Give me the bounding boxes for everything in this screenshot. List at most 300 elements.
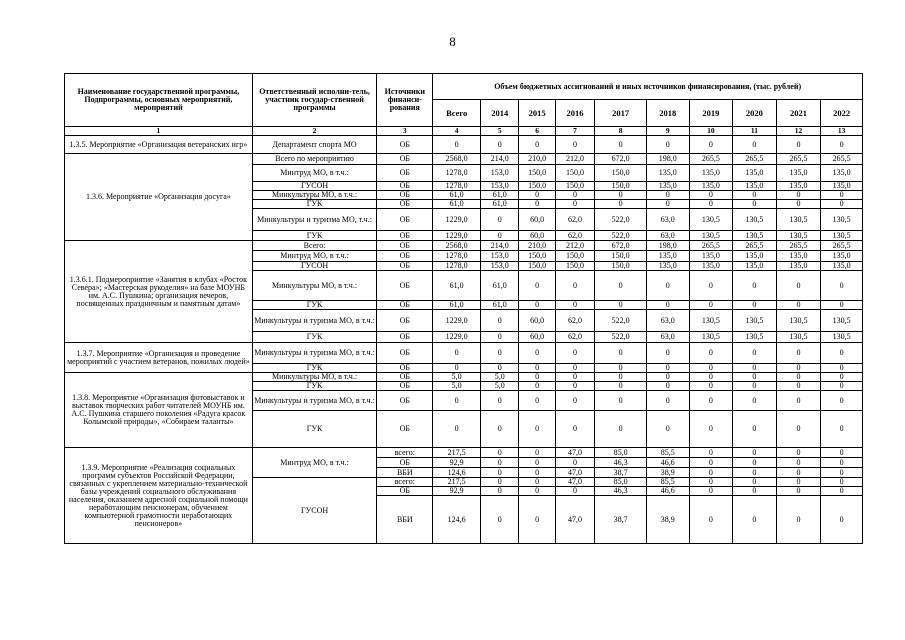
row-year-value: 0 — [689, 487, 733, 496]
row-year-value: 0 — [776, 271, 821, 301]
row-year-value: 130,5 — [733, 231, 777, 241]
row-year-value: 0 — [821, 411, 863, 448]
row-total-value: 1278,0 — [433, 262, 481, 271]
row-year-value: 0 — [776, 382, 821, 391]
row-source: ОБ — [377, 154, 433, 165]
row-year-value: 0 — [776, 478, 821, 487]
row-year-value: 0 — [821, 468, 863, 478]
row-total-value: 61,0 — [433, 271, 481, 301]
row-year-value: 0 — [647, 373, 690, 382]
row-year-value: 150,0 — [555, 165, 594, 182]
row-year-value: 0 — [776, 373, 821, 382]
row-source: ОБ — [377, 364, 433, 373]
row-year-value: 0 — [555, 487, 594, 496]
row-total-value: 217,5 — [433, 478, 481, 487]
row-source: ОБ — [377, 200, 433, 209]
row-year-value: 130,5 — [733, 209, 777, 231]
row-year-value: 0 — [481, 310, 519, 332]
row-year-value: 135,0 — [733, 165, 777, 182]
header-responsible: Ответственный исполни-тель, участник государ-ственной программы — [252, 74, 377, 127]
row-year-value: 0 — [555, 382, 594, 391]
row-year-value: 0 — [733, 458, 777, 468]
row-responsible: ГУК — [252, 382, 377, 391]
row-year-value: 0 — [555, 373, 594, 382]
row-year-value: 61,0 — [481, 200, 519, 209]
header-row — [65, 74, 863, 100]
row-year-value: 0 — [821, 191, 863, 200]
row-year-value: 0 — [733, 343, 777, 364]
row-total-value: 61,0 — [433, 191, 481, 200]
row-year-value: 0 — [519, 364, 555, 373]
row-year-value: 0 — [519, 458, 555, 468]
row-year-value: 0 — [733, 373, 777, 382]
row-year-value: 0 — [595, 136, 647, 154]
row-year-value: 150,0 — [519, 165, 555, 182]
column-number: 10 — [689, 127, 733, 136]
row-year-value: 265,5 — [821, 241, 863, 251]
row-year-value: 0 — [595, 364, 647, 373]
row-source: ОБ — [377, 411, 433, 448]
row-year-value: 0 — [519, 343, 555, 364]
header-year: 2015 — [519, 100, 555, 127]
row-year-value: 198,0 — [647, 241, 690, 251]
row-year-value: 130,5 — [733, 310, 777, 332]
row-year-value: 0 — [647, 191, 690, 200]
row-source: ОБ — [377, 343, 433, 364]
row-year-value: 130,5 — [776, 209, 821, 231]
row-year-value: 150,0 — [519, 182, 555, 191]
row-year-value: 62,0 — [555, 332, 594, 343]
row-responsible: Департамент спорта МО — [252, 136, 377, 154]
row-source: ОБ — [377, 182, 433, 191]
column-number: 4 — [433, 127, 481, 136]
row-total-value: 1278,0 — [433, 182, 481, 191]
row-year-value: 46,6 — [647, 487, 690, 496]
row-year-value: 0 — [647, 301, 690, 310]
header-total: Всего — [433, 100, 481, 127]
row-year-value: 0 — [776, 487, 821, 496]
row-year-value: 0 — [821, 364, 863, 373]
row-year-value: 265,5 — [733, 154, 777, 165]
row-year-value: 672,0 — [595, 241, 647, 251]
row-year-value: 0 — [555, 301, 594, 310]
row-year-value: 0 — [821, 496, 863, 544]
column-number: 12 — [776, 127, 821, 136]
row-year-value: 85,0 — [595, 478, 647, 487]
row-year-value: 265,5 — [689, 241, 733, 251]
row-year-value: 0 — [689, 496, 733, 544]
row-year-value: 0 — [776, 364, 821, 373]
row-source: ОБ — [377, 191, 433, 200]
row-year-value: 0 — [733, 411, 777, 448]
row-total-value: 92,9 — [433, 458, 481, 468]
row-year-value: 0 — [733, 271, 777, 301]
budget-table — [64, 73, 863, 544]
row-year-value: 0 — [733, 301, 777, 310]
row-responsible: ГУК — [252, 364, 377, 373]
row-total-value: 0 — [433, 343, 481, 364]
column-number: 7 — [555, 127, 594, 136]
row-year-value: 62,0 — [555, 231, 594, 241]
row-year-value: 130,5 — [776, 332, 821, 343]
row-year-value: 85,5 — [647, 448, 690, 458]
row-responsible: ГУК — [252, 301, 377, 310]
row-year-value: 0 — [689, 200, 733, 209]
row-year-value: 0 — [776, 191, 821, 200]
table-body — [65, 136, 863, 544]
row-year-value: 0 — [481, 448, 519, 458]
row-year-value: 135,0 — [647, 182, 690, 191]
row-year-value: 130,5 — [689, 332, 733, 343]
row-responsible: ГУК — [252, 411, 377, 448]
row-year-value: 0 — [647, 364, 690, 373]
row-year-value: 198,0 — [647, 154, 690, 165]
row-year-value: 0 — [555, 458, 594, 468]
row-year-value: 0 — [481, 468, 519, 478]
row-year-value: 265,5 — [776, 241, 821, 251]
row-year-value: 61,0 — [481, 271, 519, 301]
row-year-value: 47,0 — [555, 448, 594, 458]
row-year-value: 153,0 — [481, 165, 519, 182]
row-year-value: 0 — [595, 343, 647, 364]
row-year-value: 153,0 — [481, 262, 519, 271]
row-responsible: Минкультуры МО, в т.ч.: — [252, 191, 377, 200]
row-year-value: 135,0 — [689, 165, 733, 182]
header-year: 2019 — [689, 100, 733, 127]
row-total-value: 1229,0 — [433, 231, 481, 241]
column-number: 9 — [647, 127, 690, 136]
row-year-value: 135,0 — [689, 182, 733, 191]
row-year-value: 38,7 — [595, 496, 647, 544]
row-responsible: Всего: — [252, 241, 377, 251]
row-total-value: 0 — [433, 391, 481, 411]
row-year-value: 130,5 — [776, 310, 821, 332]
row-year-value: 135,0 — [733, 251, 777, 262]
row-year-value: 0 — [555, 191, 594, 200]
row-year-value: 60,0 — [519, 332, 555, 343]
row-name: 1.3.7. Мероприятие «Организация и проведение мероприятий с участием ветеранов, пожилых людей» — [65, 343, 253, 373]
row-year-value: 150,0 — [595, 251, 647, 262]
row-year-value: 0 — [519, 478, 555, 487]
row-year-value: 135,0 — [821, 262, 863, 271]
row-year-value: 0 — [821, 136, 863, 154]
row-year-value: 38,9 — [647, 468, 690, 478]
row-year-value: 0 — [595, 191, 647, 200]
row-total-value: 124,6 — [433, 468, 481, 478]
row-year-value: 0 — [776, 411, 821, 448]
row-source: ОБ — [377, 382, 433, 391]
row-responsible: Минтруд МО, в т.ч.: — [252, 165, 377, 182]
row-year-value: 0 — [481, 391, 519, 411]
row-year-value: 0 — [519, 301, 555, 310]
row-source: ВБИ — [377, 468, 433, 478]
column-number: 13 — [821, 127, 863, 136]
column-number-row — [65, 127, 863, 136]
row-year-value: 0 — [776, 343, 821, 364]
row-year-value: 0 — [519, 271, 555, 301]
row-year-value: 135,0 — [776, 182, 821, 191]
row-year-value: 0 — [595, 373, 647, 382]
row-total-value: 2568,0 — [433, 241, 481, 251]
table-row — [65, 448, 863, 458]
row-year-value: 135,0 — [733, 262, 777, 271]
row-year-value: 0 — [689, 478, 733, 487]
row-year-value: 0 — [647, 271, 690, 301]
row-year-value: 0 — [519, 411, 555, 448]
row-year-value: 672,0 — [595, 154, 647, 165]
row-source: ОБ — [377, 373, 433, 382]
row-year-value: 63,0 — [647, 310, 690, 332]
row-year-value: 0 — [689, 136, 733, 154]
row-year-value: 5,0 — [481, 373, 519, 382]
row-year-value: 130,5 — [689, 209, 733, 231]
row-year-value: 0 — [647, 382, 690, 391]
row-year-value: 0 — [519, 382, 555, 391]
row-responsible: ГУСОН — [252, 478, 377, 544]
row-year-value: 0 — [776, 458, 821, 468]
table-row — [65, 241, 863, 251]
header-year: 2020 — [733, 100, 777, 127]
row-year-value: 60,0 — [519, 231, 555, 241]
row-source: ОБ — [377, 165, 433, 182]
row-total-value: 2568,0 — [433, 154, 481, 165]
column-number: 3 — [377, 127, 433, 136]
row-year-value: 0 — [555, 343, 594, 364]
row-responsible: ГУСОН — [252, 182, 377, 191]
row-responsible: Минтруд МО, в т.ч.: — [252, 448, 377, 478]
row-responsible: ГУСОН — [252, 262, 377, 271]
row-source: ОБ — [377, 487, 433, 496]
row-year-value: 0 — [689, 458, 733, 468]
row-year-value: 0 — [776, 136, 821, 154]
row-year-value: 0 — [733, 364, 777, 373]
row-year-value: 0 — [595, 271, 647, 301]
row-year-value: 0 — [481, 411, 519, 448]
row-year-value: 0 — [689, 191, 733, 200]
row-year-value: 522,0 — [595, 310, 647, 332]
row-total-value: 1229,0 — [433, 332, 481, 343]
row-year-value: 0 — [595, 391, 647, 411]
row-year-value: 0 — [555, 391, 594, 411]
row-year-value: 0 — [481, 209, 519, 231]
row-year-value: 265,5 — [733, 241, 777, 251]
row-year-value: 0 — [689, 343, 733, 364]
row-year-value: 135,0 — [821, 182, 863, 191]
row-responsible: Минкультуры и туризма МО, в т.ч.: — [252, 343, 377, 364]
row-total-value: 61,0 — [433, 200, 481, 209]
row-year-value: 63,0 — [647, 209, 690, 231]
header-year: 2022 — [821, 100, 863, 127]
header-year: 2014 — [481, 100, 519, 127]
row-source: ОБ — [377, 136, 433, 154]
row-name: 1.3.8. Мероприятие «Организация фотовыставок и выставок творческих работ читателей МОУНБ им. А.С. Пушкина старшего поколения «Радуга красок Колымской природы», «Собираем таланты» — [65, 373, 253, 448]
row-year-value: 38,9 — [647, 496, 690, 544]
row-year-value: 0 — [595, 200, 647, 209]
row-year-value: 0 — [689, 468, 733, 478]
row-year-value: 130,5 — [776, 231, 821, 241]
row-total-value: 92,9 — [433, 487, 481, 496]
row-year-value: 0 — [555, 411, 594, 448]
row-total-value: 1278,0 — [433, 165, 481, 182]
row-year-value: 135,0 — [647, 165, 690, 182]
row-year-value: 0 — [481, 478, 519, 487]
row-year-value: 0 — [821, 391, 863, 411]
row-year-value: 0 — [647, 411, 690, 448]
row-year-value: 0 — [647, 136, 690, 154]
row-name: 1.3.9. Мероприятие «Реализация социальных программ субъектов Российской Федерации, связанных с укреплением материально-технической базы учреждений социального обслуживания населения, оказанием адресной социальной помощи неработающим пенсионерам, обучением компьютерной грамотности неработающих пенсионеров» — [65, 448, 253, 544]
row-year-value: 0 — [821, 478, 863, 487]
row-year-value: 0 — [519, 391, 555, 411]
row-source: ОБ — [377, 332, 433, 343]
row-year-value: 150,0 — [519, 262, 555, 271]
row-year-value: 150,0 — [519, 251, 555, 262]
row-year-value: 0 — [776, 200, 821, 209]
column-number: 6 — [519, 127, 555, 136]
row-total-value: 124,6 — [433, 496, 481, 544]
row-year-value: 150,0 — [555, 262, 594, 271]
row-year-value: 150,0 — [555, 182, 594, 191]
header-year: 2017 — [595, 100, 647, 127]
row-year-value: 0 — [821, 301, 863, 310]
row-year-value: 522,0 — [595, 231, 647, 241]
row-total-value: 0 — [433, 136, 481, 154]
row-year-value: 0 — [689, 391, 733, 411]
row-year-value: 0 — [519, 191, 555, 200]
row-responsible: ГУК — [252, 332, 377, 343]
row-year-value: 0 — [821, 200, 863, 209]
row-year-value: 130,5 — [821, 231, 863, 241]
row-year-value: 0 — [519, 468, 555, 478]
row-year-value: 0 — [776, 448, 821, 458]
row-source: ОБ — [377, 458, 433, 468]
row-year-value: 0 — [821, 271, 863, 301]
row-source: ОБ — [377, 251, 433, 262]
row-responsible: Минтруд МО, в т.ч.: — [252, 251, 377, 262]
row-year-value: 150,0 — [595, 262, 647, 271]
row-total-value: 217,5 — [433, 448, 481, 458]
row-year-value: 135,0 — [776, 251, 821, 262]
row-responsible: Минкультуры МО, в т.ч.: — [252, 271, 377, 301]
table-row — [65, 373, 863, 382]
column-number: 11 — [733, 127, 777, 136]
row-year-value: 38,7 — [595, 468, 647, 478]
row-source: ОБ — [377, 391, 433, 411]
row-source: ОБ — [377, 271, 433, 301]
row-total-value: 61,0 — [433, 301, 481, 310]
row-responsible: ГУК — [252, 231, 377, 241]
row-year-value: 0 — [481, 231, 519, 241]
row-year-value: 5,0 — [481, 382, 519, 391]
row-year-value: 0 — [821, 487, 863, 496]
row-total-value: 5,0 — [433, 373, 481, 382]
row-responsible: Минкультуры МО, в т.ч.: — [252, 373, 377, 382]
row-year-value: 0 — [733, 487, 777, 496]
row-year-value: 0 — [519, 487, 555, 496]
row-total-value: 1229,0 — [433, 209, 481, 231]
row-name: 1.3.6.1. Подмероприятие «Занятия в клубах «Росток Севера»; «Мастерская рукоделия» на базе МОУНБ им. А.С. Пушкина; организация вечеров, посвященных праздничным и памятным датам» — [65, 241, 253, 343]
row-year-value: 62,0 — [555, 310, 594, 332]
header-sources: Источники финанси-рования — [377, 74, 433, 127]
column-number: 1 — [65, 127, 253, 136]
row-year-value: 60,0 — [519, 209, 555, 231]
row-year-value: 212,0 — [555, 154, 594, 165]
row-year-value: 0 — [519, 200, 555, 209]
table-row — [65, 136, 863, 154]
row-year-value: 0 — [555, 136, 594, 154]
row-year-value: 212,0 — [555, 241, 594, 251]
row-year-value: 0 — [481, 343, 519, 364]
row-year-value: 0 — [519, 136, 555, 154]
row-year-value: 61,0 — [481, 301, 519, 310]
row-year-value: 135,0 — [647, 251, 690, 262]
row-source: ВБИ — [377, 496, 433, 544]
row-source: ОБ — [377, 209, 433, 231]
row-year-value: 0 — [733, 382, 777, 391]
row-source: всего: — [377, 478, 433, 487]
row-year-value: 0 — [647, 343, 690, 364]
row-responsible: Всего по мероприятию — [252, 154, 377, 165]
row-year-value: 0 — [689, 411, 733, 448]
row-year-value: 0 — [689, 364, 733, 373]
row-source: ОБ — [377, 241, 433, 251]
table-row — [65, 154, 863, 165]
row-year-value: 0 — [481, 332, 519, 343]
row-year-value: 150,0 — [595, 165, 647, 182]
row-responsible: Минкультуры и туризма МО, в т.ч.: — [252, 310, 377, 332]
page-number: 8 — [449, 34, 456, 49]
row-year-value: 135,0 — [689, 262, 733, 271]
row-year-value: 47,0 — [555, 478, 594, 487]
row-year-value: 0 — [555, 271, 594, 301]
row-year-value: 135,0 — [776, 262, 821, 271]
row-year-value: 0 — [733, 391, 777, 411]
table-row — [65, 343, 863, 364]
header-year: 2021 — [776, 100, 821, 127]
row-year-value: 130,5 — [689, 310, 733, 332]
row-year-value: 135,0 — [647, 262, 690, 271]
row-responsible: Минкультуры и туризма МО, т.ч.: — [252, 209, 377, 231]
row-year-value: 85,0 — [595, 448, 647, 458]
row-year-value: 0 — [733, 136, 777, 154]
row-year-value: 150,0 — [595, 182, 647, 191]
row-year-value: 0 — [519, 448, 555, 458]
row-year-value: 0 — [776, 391, 821, 411]
row-year-value: 0 — [733, 468, 777, 478]
row-year-value: 0 — [776, 496, 821, 544]
row-year-value: 47,0 — [555, 496, 594, 544]
row-year-value: 0 — [519, 373, 555, 382]
header-year: 2016 — [555, 100, 594, 127]
row-year-value: 0 — [733, 200, 777, 209]
header-year: 2018 — [647, 100, 690, 127]
row-year-value: 60,0 — [519, 310, 555, 332]
row-year-value: 0 — [647, 200, 690, 209]
row-year-value: 210,0 — [519, 154, 555, 165]
row-source: ОБ — [377, 231, 433, 241]
row-source: ОБ — [377, 310, 433, 332]
row-responsible: ГУК — [252, 200, 377, 209]
column-number: 2 — [252, 127, 377, 136]
row-year-value: 130,5 — [689, 231, 733, 241]
row-year-value: 0 — [821, 458, 863, 468]
row-year-value: 46,3 — [595, 487, 647, 496]
row-year-value: 0 — [733, 478, 777, 487]
row-year-value: 0 — [733, 448, 777, 458]
row-source: ОБ — [377, 262, 433, 271]
row-year-value: 0 — [595, 411, 647, 448]
row-year-value: 135,0 — [821, 165, 863, 182]
row-year-value: 0 — [481, 136, 519, 154]
